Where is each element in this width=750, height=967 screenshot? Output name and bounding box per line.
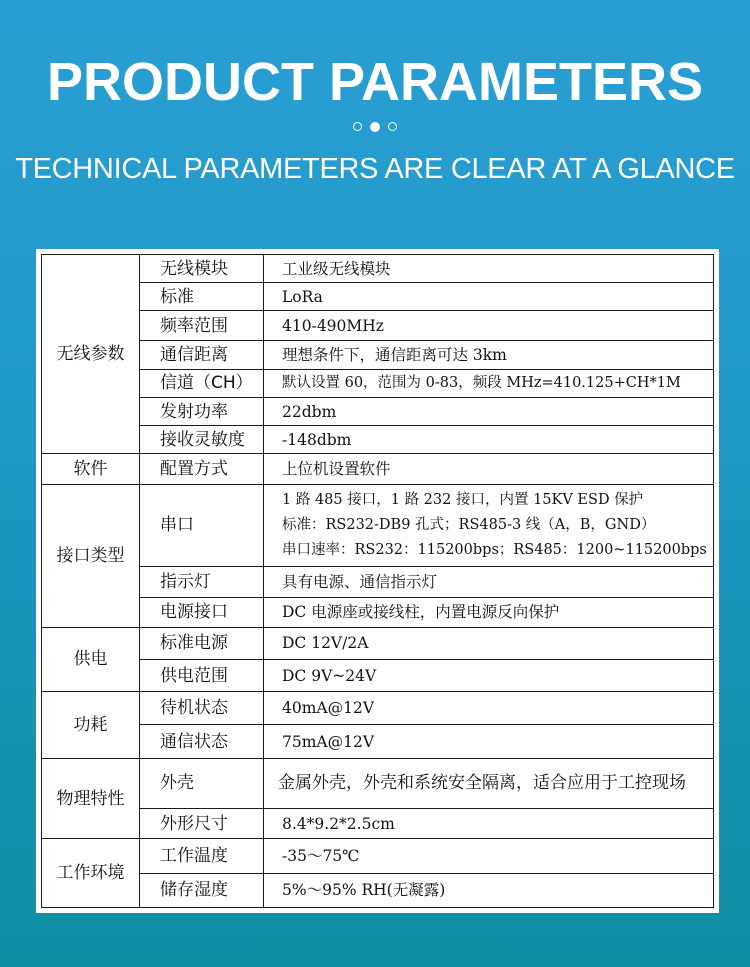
value-cell: DC 12V/2A [264, 627, 714, 659]
table-row [42, 627, 714, 659]
category-cell: 无线参数 [42, 255, 140, 454]
category-cell: 功耗 [42, 692, 140, 759]
value-cell: DC 9V~24V [264, 659, 714, 691]
param-cell: 标准 [140, 283, 264, 311]
param-cell: 通信距离 [140, 340, 264, 369]
page-title: PRODUCT PARAMETERS [46, 52, 703, 112]
value-cell: 工业级无线模块 [264, 255, 714, 283]
value-line: 1 路 485 接口，1 路 232 接口，内置 15KV ESD 保护 [282, 491, 644, 508]
value-cell-multiline [264, 484, 714, 567]
page-subtitle: TECHNICAL PARAMETERS ARE CLEAR AT A GLANCE [15, 153, 735, 185]
value-cell: 默认设置 60，范围为 0-83，频段 MHz=410.125+CH*1M [264, 369, 714, 397]
value-line: 标准：RS232-DB9 孔式；RS485-3 线（A，B，GND） [282, 516, 656, 533]
table-row [42, 454, 714, 484]
table-row [42, 398, 714, 426]
param-cell: 频率范围 [140, 311, 264, 340]
value-cell: -148dbm [264, 426, 714, 454]
value-cell: 具有电源、通信指示灯 [264, 567, 714, 597]
dot-active-icon [370, 122, 380, 132]
value-cell: 金属外壳，外壳和系统安全隔离，适合应用于工控现场 [264, 758, 714, 808]
value-cell: 410-490MHz [264, 311, 714, 340]
param-cell: 标准电源 [140, 627, 264, 659]
value-cell: 理想条件下，通信距离可达 3km [264, 340, 714, 369]
param-cell: 工作温度 [140, 839, 264, 873]
param-cell: 待机状态 [140, 692, 264, 725]
category-cell: 软件 [42, 454, 140, 484]
value-cell: 22dbm [264, 398, 714, 426]
param-cell: 配置方式 [140, 454, 264, 484]
table-row [42, 659, 714, 691]
table-row [42, 597, 714, 627]
param-cell: 电源接口 [140, 597, 264, 627]
table-row [42, 873, 714, 907]
param-cell: 供电范围 [140, 659, 264, 691]
value-cell: 上位机设置软件 [264, 454, 714, 484]
param-cell: 外壳 [140, 758, 264, 808]
table-row [42, 426, 714, 454]
value-cell: LoRa [264, 283, 714, 311]
category-cell: 工作环境 [42, 839, 140, 908]
parameters-panel [36, 249, 719, 913]
table-row [42, 725, 714, 758]
table-row [42, 369, 714, 397]
table-row [42, 758, 714, 808]
param-cell: 信道（CH） [140, 369, 264, 397]
value-cell: -35～75℃ [264, 839, 714, 873]
category-cell: 供电 [42, 627, 140, 691]
param-cell: 指示灯 [140, 567, 264, 597]
param-cell: 无线模块 [140, 255, 264, 283]
table-row [42, 283, 714, 311]
param-cell: 外形尺寸 [140, 809, 264, 839]
table-row [42, 567, 714, 597]
dot-icon [353, 122, 362, 131]
category-cell: 物理特性 [42, 758, 140, 839]
param-cell: 通信状态 [140, 725, 264, 758]
param-cell: 储存湿度 [140, 873, 264, 907]
dot-icon [388, 122, 397, 131]
value-line: 串口速率：RS232：115200bps；RS485：1200~115200bps [282, 541, 707, 558]
pagination-dots [0, 122, 750, 132]
value-cell: 75mA@12V [264, 725, 714, 758]
value-cell: 5%～95% RH(无凝露) [264, 873, 714, 907]
param-cell: 接收灵敏度 [140, 426, 264, 454]
value-cell: DC 电源座或接线柱，内置电源反向保护 [264, 597, 714, 627]
table-row [42, 809, 714, 839]
value-cell: 40mA@12V [264, 692, 714, 725]
table-row [42, 311, 714, 340]
parameters-table [41, 254, 714, 908]
table-row [42, 484, 714, 567]
table-row [42, 839, 714, 873]
table-row [42, 340, 714, 369]
value-cell: 8.4*9.2*2.5cm [264, 809, 714, 839]
table-row [42, 255, 714, 283]
param-cell: 串口 [140, 484, 264, 567]
category-cell: 接口类型 [42, 484, 140, 627]
param-cell: 发射功率 [140, 398, 264, 426]
table-row [42, 692, 714, 725]
